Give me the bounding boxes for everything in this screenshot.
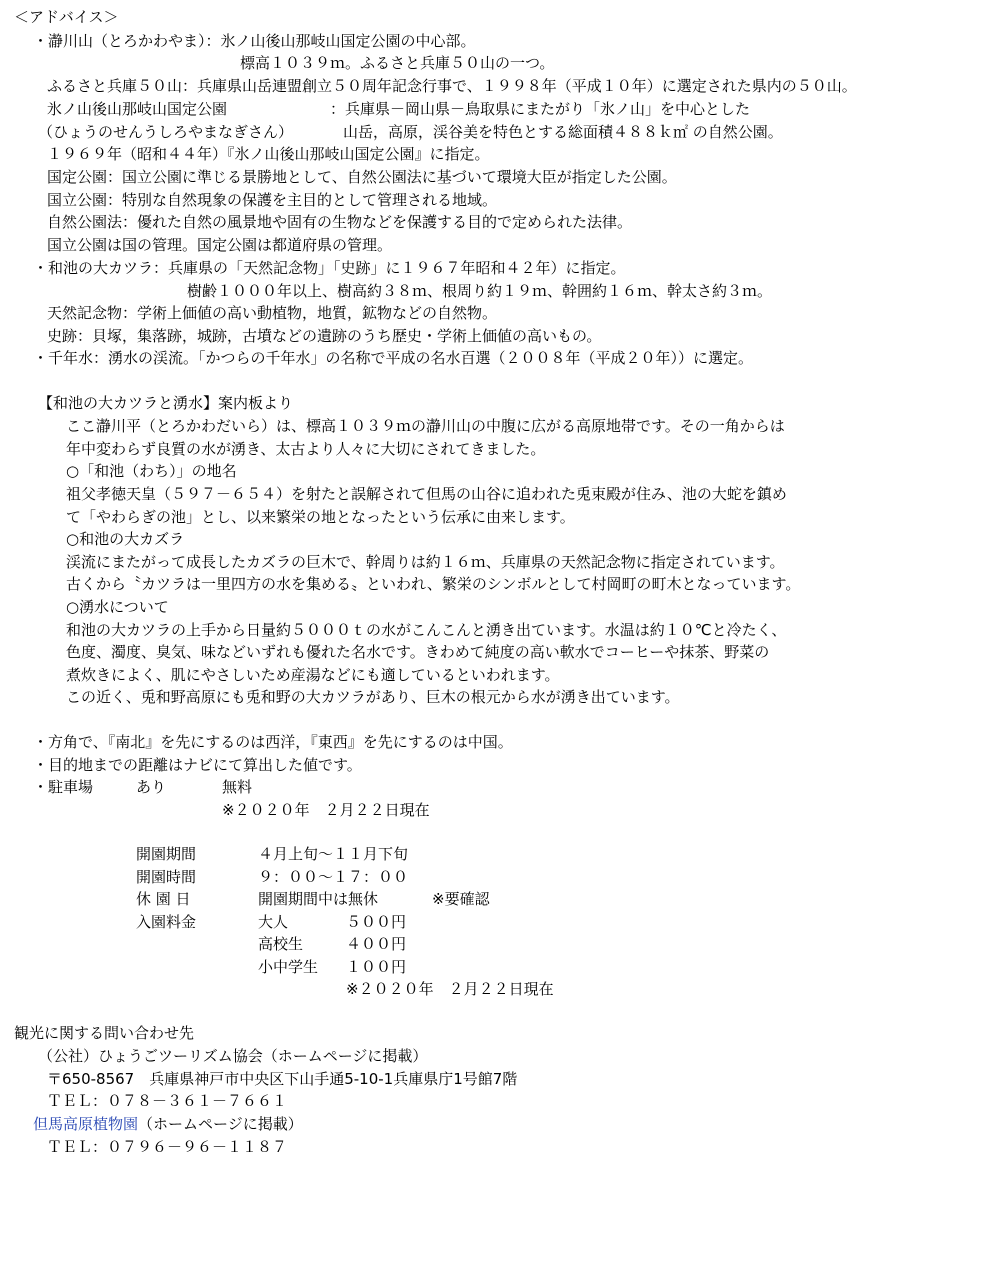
signboard-line: 渓流にまたがって成長したカズラの巨木で、幹周りは約１６ｍ、兵庫県の天然記念物に指定されています。 (66, 553, 785, 571)
advice-line: 自然公園法：優れた自然の風景地や固有の生物などを保護する目的で定められた法律。 (47, 213, 633, 231)
signboard-line: ここ瀞川平（とろかわだいら）は、標高１０３９ｍの瀞川山の中腹に広がる高原地帯です。その一角からは (66, 417, 785, 435)
advice-heading: ＜アドバイス＞ (14, 8, 119, 26)
signboard-line: 祖父孝徳天皇（５９７－６５４）を射たと誤解されて但馬の山谷に追われた兎束殿が住み、池の大蛇を鎮め (66, 485, 787, 503)
parking-date-note: ※２０２０年 ２月２２日現在 (222, 801, 430, 819)
garden-link[interactable]: 但馬高原植物園 (33, 1115, 139, 1133)
advice-line: ：兵庫県－岡山県－鳥取県にまたがり「氷ノ山」を中心とした (330, 100, 751, 118)
advice-line: 天然記念物：学術上価値の高い動植物，地質，鉱物などの自然物。 (47, 304, 498, 322)
signboard-line: 和池の大カツラの上手から日量約５０００ｔの水がこんこんと湧き出ています。水温は約１０℃と冷たく、 (66, 621, 787, 639)
fee-category: 小中学生 (258, 958, 319, 976)
advice-line: １９６９年（昭和４４年）『氷ノ山後山那岐山国定公園』に指定。 (47, 145, 490, 163)
hours-value: ９：００～１７：００ (258, 868, 409, 886)
fee-price: ４００円 (346, 935, 407, 953)
fee-category: 大人 (258, 913, 289, 931)
signboard-line: この近く、兎和野高原にも兎和野の大カツラがあり、巨木の根元から水が湧き出ています。 (66, 688, 680, 706)
advice-line: 国立公園は国の管理。国定公園は都道府県の管理。 (47, 236, 393, 254)
advice-line: 史跡：貝塚，集落跡，城跡，古墳などの遺跡のうち歴史・学術上価値の高いもの。 (47, 327, 602, 345)
advice-line: （ひょうのせんうしろやまなぎさん） (38, 123, 294, 141)
distance-note: ・目的地までの距離はナビにて算出した値です。 (33, 756, 362, 774)
fee-label: 入園料金 (136, 913, 197, 931)
advice-line: 国立公園：特別な自然現象の保護を主目的として管理される地域。 (47, 191, 498, 209)
advice-line: ・瀞川山（とろかわやま）：氷ノ山後山那岐山国定公園の中心部。 (33, 32, 476, 50)
advice-line: 標高１０３９ｍ。ふるさと兵庫５０山の一つ。 (240, 54, 555, 72)
direction-note: ・方角で、『南北』を先にするのは西洋，『東西』を先にするのは中国。 (33, 733, 513, 751)
closed-value: 開園期間中は無休 (258, 890, 379, 908)
advice-line: ふるさと兵庫５０山：兵庫県山岳連盟創立５０周年記念行事で、１９９８年（平成１０年）に選定された県内の５０山。 (47, 77, 857, 95)
closed-note: ※要確認 (432, 890, 490, 908)
parking-label: ・駐車場 (33, 778, 94, 796)
garden-tel: ＴＥＬ：０７９６－９６－１１８７ (47, 1138, 288, 1156)
advice-line: 山岳，高原，渓谷美を特色とする総面積４８８ｋ㎡ の自然公園。 (343, 123, 783, 141)
signboard-line: 煮炊きによく、肌にやさしいため産湯などにも適しているといわれます。 (66, 666, 560, 684)
signboard-line: ○湧水について (66, 598, 169, 616)
signboard-line: 年中変わらず良質の水が湧き、太古より人々に大切にされてきました。 (66, 440, 546, 458)
signboard-line: て「やわらぎの池」とし、以来繁栄の地となったという伝承に由来します。 (66, 508, 575, 526)
advice-line: ・和池の大カツラ：兵庫県の「天然記念物」「史跡」に１９６７年昭和４２年）に指定。 (33, 259, 626, 277)
period-label: 開園期間 (136, 845, 197, 863)
garden-note: （ホームページに掲載） (138, 1115, 303, 1133)
contact-org: （公社）ひょうごツーリズム協会（ホームページに掲載） (38, 1047, 428, 1065)
hours-label: 開園時間 (136, 868, 197, 886)
fee-price: １００円 (346, 958, 407, 976)
signboard-line: 色度、濁度、臭気、味などいずれも優れた名水です。きわめて純度の高い軟水でコーヒーや抹茶、野菜の (66, 643, 770, 661)
signboard-line: ○和池の大カズラ (66, 530, 185, 548)
fee-category: 高校生 (258, 935, 304, 953)
parking-availability: あり (136, 778, 167, 796)
signboard-title: 【和池の大カツラと湧水】案内板より (38, 394, 294, 412)
advice-line: 氷ノ山後山那岐山国定公園 (47, 100, 228, 118)
garden-contact (33, 1113, 303, 1135)
closed-label: 休 園 日 (136, 890, 191, 908)
period-value: ４月上旬～１１月下旬 (258, 845, 409, 863)
parking-fee: 無料 (222, 778, 253, 796)
contact-heading: 観光に関する問い合わせ先 (14, 1024, 195, 1042)
contact-address: 〒650-8567 兵庫県神戸市中央区下山手通5-10-1兵庫県庁1号館7階 (47, 1070, 518, 1088)
fee-price: ５００円 (346, 913, 407, 931)
advice-line: 国定公園：国立公園に準じる景勝地として、自然公園法に基づいて環境大臣が指定した公園。 (47, 168, 677, 186)
advice-line: ・千年水：湧水の渓流。「かつらの千年水」の名称で平成の名水百選（２００８年（平成２０年））に選定。 (33, 349, 754, 367)
contact-tel: ＴＥＬ：０７８－３６１－７６６１ (47, 1092, 288, 1110)
advice-line: 樹齢１０００年以上、樹高約３８ｍ、根周り約１９ｍ、幹囲約１６ｍ、幹太さ約３ｍ。 (187, 282, 773, 300)
signboard-line: 古くから〝カツラは一里四方の水を集める〟といわれ、繁栄のシンボルとして村岡町の町木となっています。 (66, 575, 801, 593)
signboard-line: ○「和池（わち）」の地名 (66, 462, 237, 480)
park-info-date-note: ※２０２０年 ２月２２日現在 (346, 980, 554, 998)
